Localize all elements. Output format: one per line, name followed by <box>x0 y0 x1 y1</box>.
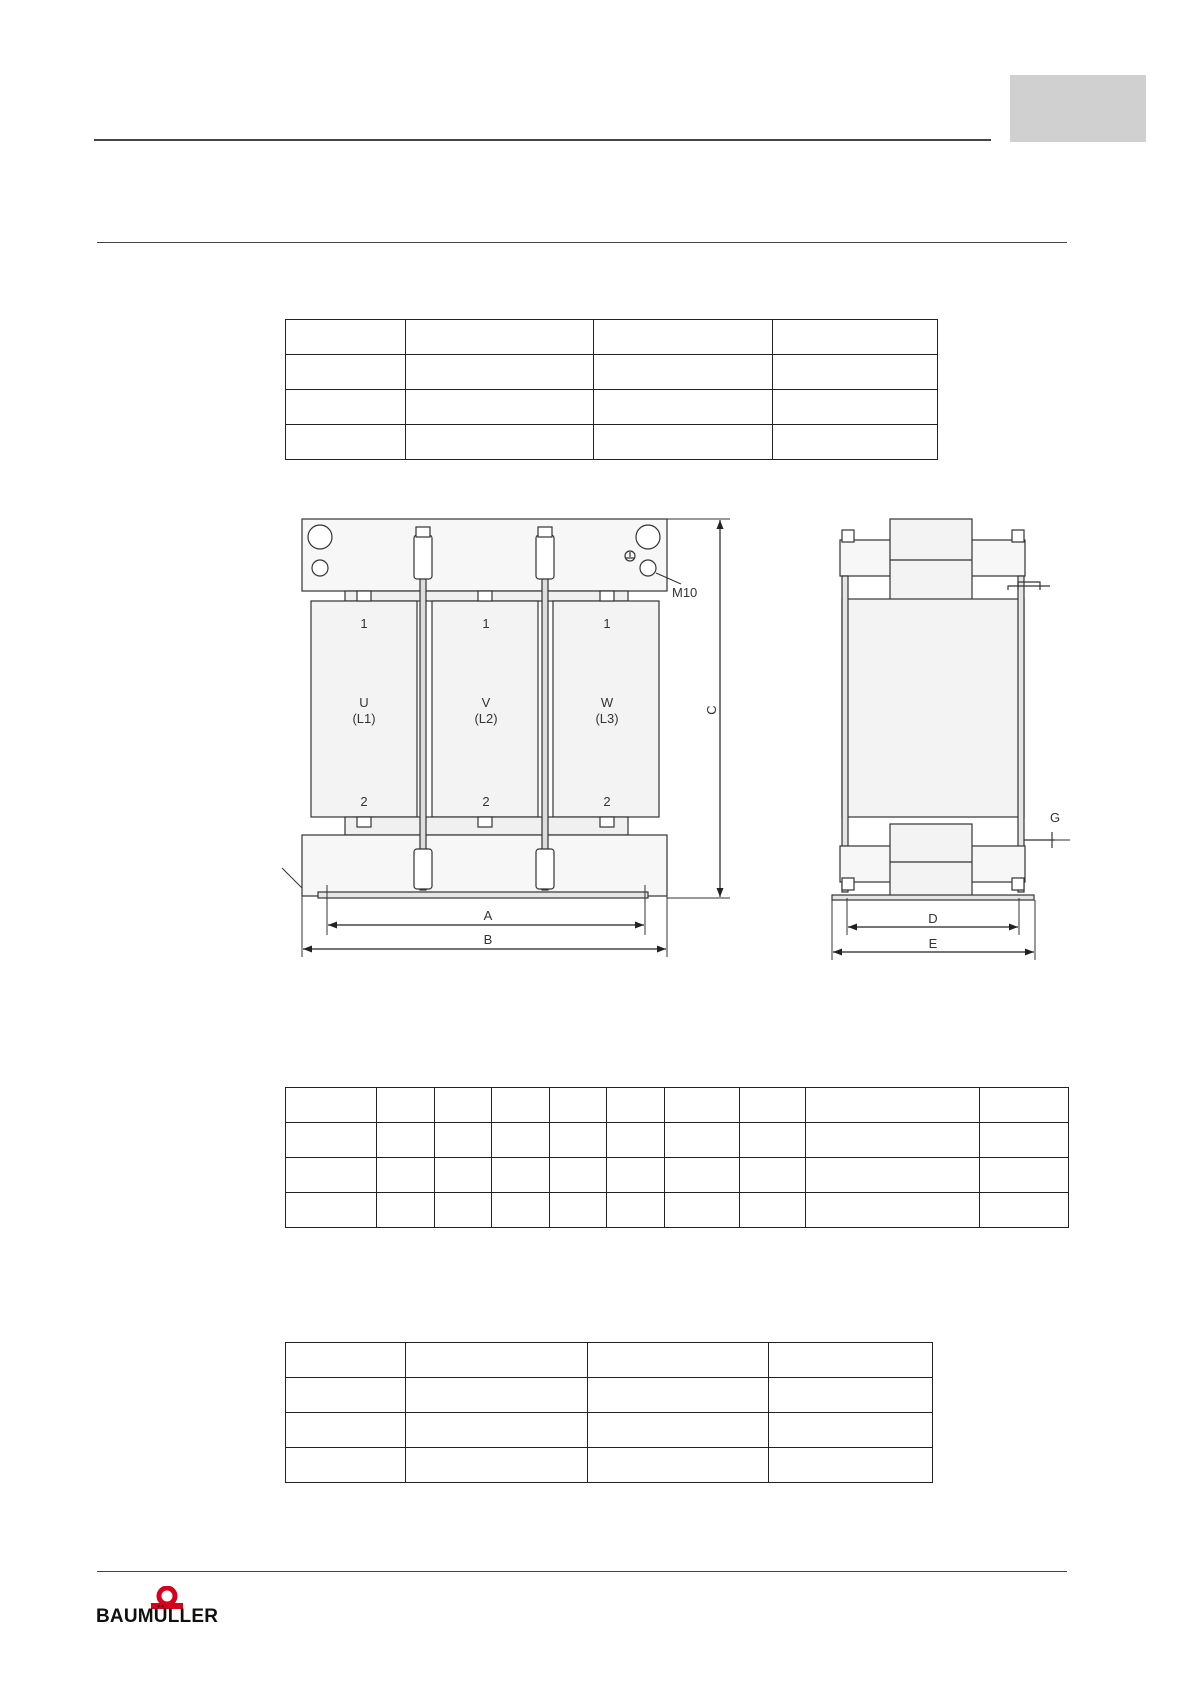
table-row <box>286 1378 933 1413</box>
coil-v-top-terminal: 1 <box>482 616 490 631</box>
table-row <box>286 1123 1069 1158</box>
dimension-b-label: B <box>483 932 493 947</box>
coil-v-alt: (L2) <box>474 711 498 726</box>
coil-u-name: U <box>359 695 369 710</box>
earth-thread-label: M10 <box>672 585 698 600</box>
dimension-d-label: D <box>928 911 938 926</box>
ordering-table <box>285 1342 933 1483</box>
coil-v-bottom-terminal: 2 <box>482 794 490 809</box>
dimension-e-label: E <box>928 936 938 951</box>
table-row <box>286 1343 933 1378</box>
coil-w-name: W <box>600 695 614 710</box>
coil-w-top-terminal: 1 <box>603 616 611 631</box>
coil-w-alt: (L3) <box>595 711 619 726</box>
table-row <box>286 1158 1069 1193</box>
footer-rule <box>97 1571 1067 1572</box>
coil-u-alt: (L1) <box>352 711 376 726</box>
table-row <box>286 1448 933 1483</box>
coil-u-bottom-terminal: 2 <box>360 794 368 809</box>
dimension-table <box>285 1087 1069 1228</box>
table-row <box>286 1193 1069 1228</box>
table-row <box>286 1413 933 1448</box>
dimension-g-label: G <box>1050 810 1061 825</box>
coil-u-top-terminal: 1 <box>360 616 368 631</box>
baumuller-logo-text: BAUMÜLLER <box>96 1606 219 1627</box>
coil-v-name: V <box>481 695 491 710</box>
dimension-c-label: C <box>704 705 719 715</box>
coil-w-bottom-terminal: 2 <box>603 794 611 809</box>
table-row <box>286 1088 1069 1123</box>
dimension-a-label: A <box>483 908 493 923</box>
